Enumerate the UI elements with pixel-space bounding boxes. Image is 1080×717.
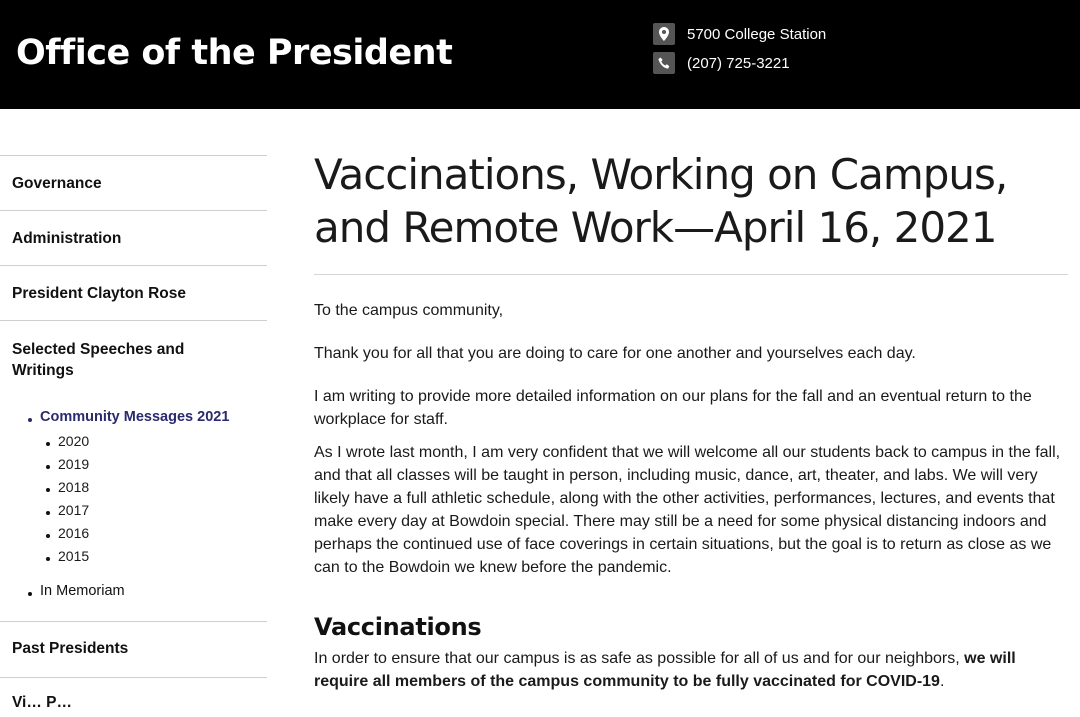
sidebar-item-speeches[interactable]: Selected Speeches and Writings (0, 320, 267, 396)
phone-text[interactable]: (207) 725-3221 (687, 54, 790, 72)
thanks-paragraph: Thank you for all that you are doing to care for one another and yourselves each day. (314, 345, 916, 362)
greeting-paragraph: To the campus community, (314, 302, 504, 319)
site-header (0, 0, 1080, 109)
speeches-sublist (0, 409, 267, 599)
sidebar-nav (0, 155, 267, 717)
sidebar-item-year[interactable]: 2019 (46, 456, 267, 479)
address-text: 5700 College Station (687, 25, 827, 43)
vaccinations-paragraph (314, 647, 1068, 693)
sidebar-item-president[interactable]: President Clayton Rose (0, 265, 267, 320)
page-title: Vaccinations, Working on Campus, and Remote Work—April 16, 2021 (314, 150, 1008, 252)
years-list (46, 433, 267, 571)
sidebar-item-year[interactable]: 2020 (46, 433, 267, 456)
sidebar-item-partial[interactable]: Vi… P… (0, 677, 267, 717)
vacc-intro-text: In order to ensure that our campus is as safe as possible for all of us and for our neighbors, (314, 650, 965, 667)
sidebar-item-year[interactable]: 2018 (46, 479, 267, 502)
phone-icon (653, 52, 675, 74)
sidebar-item-governance[interactable]: Governance (0, 155, 267, 210)
sidebar-item-community-messages-2021[interactable]: Community Messages 2021 (28, 409, 267, 425)
title-divider (314, 274, 1068, 275)
site-title[interactable]: Office of the President (16, 33, 453, 73)
vaccinations-heading: Vaccinations (314, 613, 482, 641)
vacc-requirement-text: we will require all members of the campus community to be fully vaccinated for COVID-19 (314, 650, 1016, 690)
sidebar-item-year[interactable]: 2017 (46, 502, 267, 525)
sidebar-item-in-memoriam[interactable]: In Memoriam (28, 583, 267, 599)
map-pin-icon (653, 23, 675, 45)
sidebar-item-past-presidents[interactable]: Past Presidents (0, 621, 267, 677)
years-container (28, 433, 267, 571)
sidebar-item-year[interactable]: 2015 (46, 548, 267, 571)
sidebar-item-year[interactable]: 2016 (46, 525, 267, 548)
address-line (653, 23, 826, 45)
plans-paragraph: I am writing to provide more detailed information on our plans for the fall and an eventual return to the workplace for staff. (314, 388, 1032, 428)
sidebar-item-administration[interactable]: Administration (0, 210, 267, 265)
last-month-paragraph: As I wrote last month, I am very confident that we will welcome all our students back to campus in the fall, and that all classes will be taught in person, including music, dance, art, theater, and labs. We will very likely have a full athletic schedule, along with the other activities, performances, lectures, and events that make every day at Bowdoin special. There may still be a need for some physical distancing indoors and perhaps the continued use of face coverings in certain situations, but the goal is to return as close as we can to the Bowdoin we knew before the pandemic. (314, 444, 1061, 576)
phone-line (653, 52, 790, 74)
vacc-end-text: . (939, 673, 945, 690)
main-content (314, 148, 1068, 693)
